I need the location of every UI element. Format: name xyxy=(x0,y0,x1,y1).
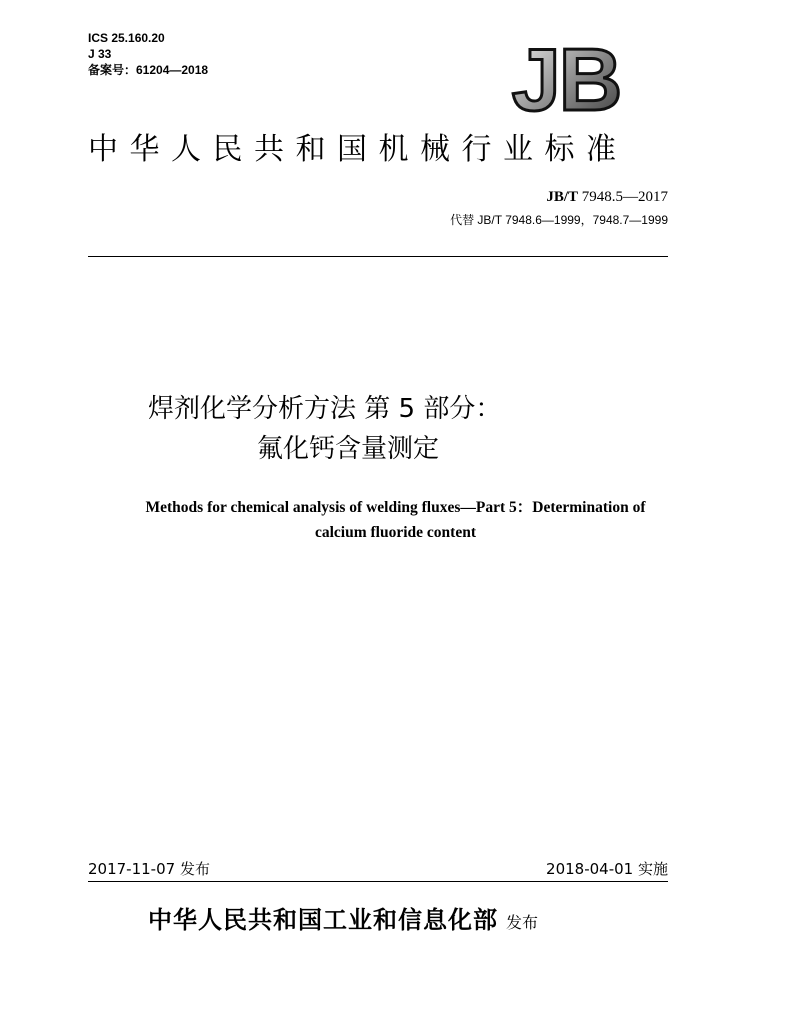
ics-code: ICS 25.160.20 xyxy=(88,31,165,45)
industry-standard-title: 中华人民共和国机械行业标准 xyxy=(88,132,628,167)
header-divider xyxy=(88,256,668,257)
svg-text:JB: JB xyxy=(511,40,621,116)
footer-divider xyxy=(88,881,668,882)
issuer-action: 发布 xyxy=(506,913,539,932)
standard-number xyxy=(546,189,668,206)
record-number: 备案号：61204—2018 xyxy=(88,63,209,77)
issuing-authority xyxy=(148,900,538,935)
standard-number-value: 7948.5—2017 xyxy=(578,189,668,205)
english-title-line-2: calcium fluoride content xyxy=(314,524,476,541)
implementation-date: 2018-04-01 实施 xyxy=(546,860,668,878)
jb-logo xyxy=(500,40,635,116)
ccs-code: J 33 xyxy=(88,47,112,61)
standard-prefix: JB/T xyxy=(546,189,578,205)
issuer-name: 中华人民共和国工业和信息化部 xyxy=(148,906,498,934)
classification-codes xyxy=(88,30,208,78)
issue-date: 2017-11-07 发布 xyxy=(88,860,210,878)
english-title xyxy=(0,495,791,545)
replaces-standards: 代替 JB/T 7948.6—1999，7948.7—1999 xyxy=(450,213,668,227)
chinese-title-line-1: 焊剂化学分析方法 第 5 部分： xyxy=(148,394,502,424)
english-title-line-1: Methods for chemical analysis of welding fluxes—Part 5：Determination of xyxy=(145,499,646,516)
chinese-title-line-2: 氟化钙含量测定 xyxy=(257,434,440,464)
